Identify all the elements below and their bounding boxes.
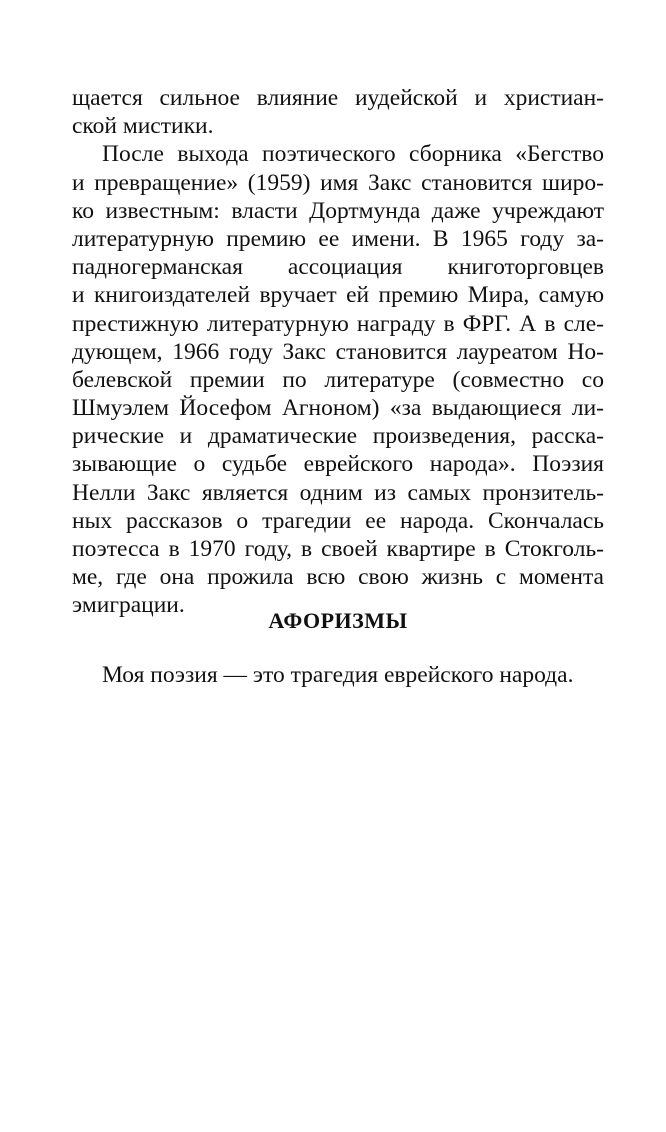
text-line: ко известным: власти Дортмунда даже учреждают <box>72 197 604 224</box>
text-line: поэтесса в 1970 году, в своей квартире в Стокголь- <box>72 536 604 562</box>
text-line: дующем, 1966 году Закс становится лауреатом Но- <box>72 338 604 365</box>
paragraph-biography <box>72 140 604 619</box>
section-heading: АФОРИЗМЫ <box>268 608 408 633</box>
text-line: эмиграции. <box>72 592 185 619</box>
text-line: После выхода поэтического сборника «Бегство <box>102 141 604 168</box>
text-line: Шмуэлем Йосефом Агноном) «за выдающиеся ли- <box>72 395 604 422</box>
text-line: Нелли Закс является одним из самых пронзитель- <box>72 479 604 506</box>
text-line: белевской премии по литературе (совместно со <box>72 366 604 393</box>
paragraph-continued <box>72 84 604 140</box>
text-line: ской мистики. <box>72 113 214 140</box>
aphorism-quote: Моя поэзия — это трагедия еврейского народа. <box>102 662 574 688</box>
text-line: щается сильное влияние иудейской и христиан- <box>72 85 604 111</box>
text-line: литературную премию ее имени. В 1965 году за- <box>72 225 604 252</box>
text-line: зывающие о судьбе еврейского народа». Поэзия <box>72 451 604 478</box>
body-text <box>72 84 604 620</box>
text-line: ных рассказов о трагедии ее народа. Скончалась <box>72 507 604 534</box>
text-line: и книгоиздателей вручает ей премию Мира, самую <box>72 282 604 309</box>
text-line: ме, где она прожила всю свою жизнь с момента <box>72 564 604 591</box>
text-line: и превращение» (1959) имя Закс становится широ- <box>72 169 604 196</box>
text-line: рические и драматические произведения, расска- <box>72 423 604 450</box>
text-line: падногерманская ассоциация книготорговцев <box>72 254 604 281</box>
text-line: престижную литературную награду в ФРГ. А в сле- <box>72 310 604 337</box>
